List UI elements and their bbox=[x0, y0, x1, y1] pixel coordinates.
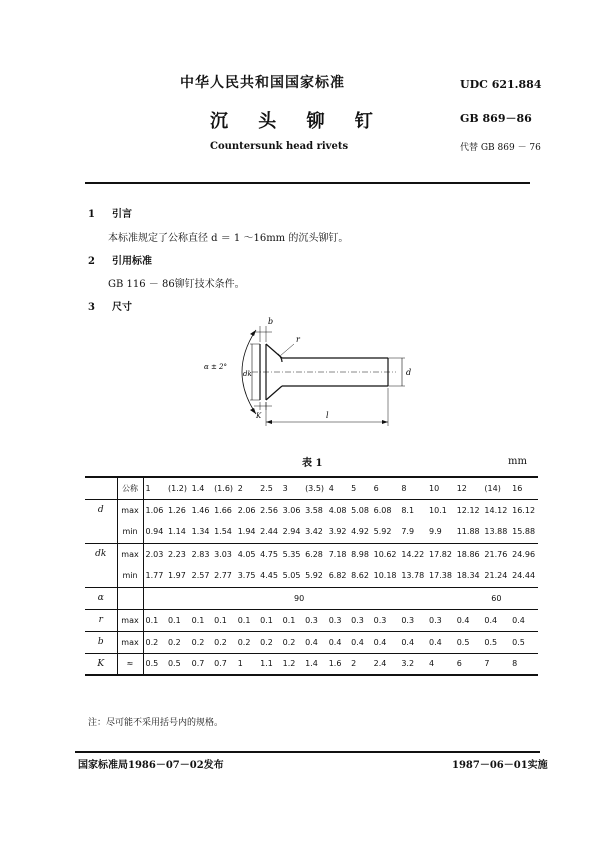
nominal-size: (3.5) bbox=[303, 477, 327, 499]
table-cell: 0.5 bbox=[482, 631, 510, 653]
nominal-size: 2.5 bbox=[258, 477, 280, 499]
table-cell: 0.2 bbox=[143, 631, 166, 653]
table-note: 注：尽可能不采用括号内的规格。 bbox=[88, 718, 224, 728]
table-cell: 0.2 bbox=[166, 631, 190, 653]
rivet-dimensions-table bbox=[85, 476, 538, 676]
table-cell: 1.26 bbox=[166, 499, 190, 521]
table-cell: 4.05 bbox=[236, 543, 258, 565]
table-cell: 0.1 bbox=[212, 609, 236, 631]
table-cell: 0.2 bbox=[236, 631, 258, 653]
row-limit: max bbox=[117, 609, 143, 631]
label-b: b bbox=[268, 317, 274, 326]
section-2-text: GB 116 － 86铆钉技术条件。 bbox=[108, 279, 245, 290]
table-header-row bbox=[85, 477, 538, 499]
table-cell: 2.94 bbox=[282, 527, 301, 537]
table-cell: 2.57 bbox=[191, 571, 210, 581]
nominal-size: 2 bbox=[236, 477, 258, 499]
section-3-heading: 3 尺寸 bbox=[88, 302, 132, 313]
table-cell: 1 bbox=[236, 653, 258, 675]
table-cell: 0.4 bbox=[510, 609, 538, 631]
rivet-drawing bbox=[190, 312, 430, 432]
table-cell: 8 bbox=[510, 653, 538, 675]
label-K: K bbox=[256, 412, 262, 420]
table-cell: 0.7 bbox=[190, 653, 212, 675]
table-cell: 2.23 bbox=[166, 543, 190, 565]
document-title: 沉 头 铆 钉 bbox=[210, 111, 385, 132]
table-cell: 1.06 bbox=[143, 499, 166, 521]
table-cell: 3.06 bbox=[281, 499, 303, 521]
nominal-size: 5 bbox=[349, 477, 371, 499]
nominal-size: 4 bbox=[327, 477, 349, 499]
table-cell: 0.3 bbox=[372, 609, 400, 631]
table-cell: 18.86 bbox=[455, 543, 483, 565]
table-cell: 3.92 bbox=[328, 527, 347, 537]
table-caption: 表 1 bbox=[302, 458, 323, 469]
row-limit: max bbox=[117, 543, 143, 565]
nominal-size: 8 bbox=[399, 477, 427, 499]
table-cell: 0.4 bbox=[482, 609, 510, 631]
table-cell: 10.62 bbox=[372, 543, 400, 565]
table-cell: 3.42 bbox=[305, 527, 323, 537]
gb-number: GB 869－86 bbox=[460, 112, 532, 125]
nominal-size: (14) bbox=[482, 477, 510, 499]
section-2-heading: 2 引用标准 bbox=[88, 256, 152, 267]
table-cell: 7.9 bbox=[401, 527, 415, 537]
udc-code: UDC 621.884 bbox=[460, 78, 542, 91]
footer-divider bbox=[75, 751, 540, 753]
table-cell: 6 bbox=[455, 653, 483, 675]
header-nominal-label: 公称 bbox=[117, 477, 143, 499]
table-cell: 12.12 bbox=[455, 499, 483, 521]
row-symbol: b bbox=[85, 631, 117, 653]
nominal-size: 16 bbox=[510, 477, 538, 499]
table-cell: 10.18 bbox=[373, 571, 397, 581]
row-limit: min bbox=[117, 565, 143, 587]
nominal-size: 6 bbox=[372, 477, 400, 499]
row-limit: min bbox=[117, 521, 143, 543]
table-row bbox=[85, 499, 538, 521]
table-cell: 11.88 bbox=[456, 527, 480, 537]
table-cell: 10.1 bbox=[427, 499, 455, 521]
table-cell: 5.92 bbox=[373, 527, 392, 537]
table-cell: 6.82 bbox=[328, 571, 347, 581]
label-dk: dk bbox=[243, 370, 252, 378]
table-cell: 1.34 bbox=[191, 527, 210, 537]
label-d: d bbox=[406, 368, 412, 377]
table-cell: 4.92 bbox=[351, 527, 369, 537]
table-cell: 0.5 bbox=[143, 653, 166, 675]
nominal-size: 3 bbox=[281, 477, 303, 499]
table-cell: 2.06 bbox=[236, 499, 258, 521]
table-cell: 6.28 bbox=[303, 543, 327, 565]
table-cell: 8.1 bbox=[399, 499, 427, 521]
nominal-size: (1.6) bbox=[212, 477, 236, 499]
row-symbol: α bbox=[85, 587, 117, 609]
row-symbol bbox=[85, 565, 117, 587]
table-cell: 0.3 bbox=[349, 609, 371, 631]
nominal-size: 1.4 bbox=[190, 477, 212, 499]
table-cell: 0.1 bbox=[281, 609, 303, 631]
table-cell: 1.54 bbox=[214, 527, 232, 537]
table-cell: 3.75 bbox=[237, 571, 256, 581]
rivet-shank bbox=[278, 354, 388, 386]
alpha-large-value: 60 bbox=[455, 587, 538, 609]
table-row bbox=[85, 521, 538, 543]
table-cell: 1.1 bbox=[258, 653, 280, 675]
row-limit: max bbox=[117, 631, 143, 653]
table-cell: 1.46 bbox=[190, 499, 212, 521]
row-symbol: dk bbox=[85, 543, 117, 565]
table-row-alpha bbox=[85, 587, 538, 609]
table-cell: 0.4 bbox=[427, 631, 455, 653]
table-cell: 5.05 bbox=[282, 571, 301, 581]
table-cell: 9.9 bbox=[429, 527, 442, 537]
table-cell: 7.18 bbox=[327, 543, 349, 565]
table-cell: 0.5 bbox=[455, 631, 483, 653]
table-cell: 5.92 bbox=[305, 571, 323, 581]
table-cell: 3.58 bbox=[303, 499, 327, 521]
table-cell: 13.78 bbox=[401, 571, 425, 581]
table-cell: 0.2 bbox=[190, 631, 212, 653]
header-divider bbox=[85, 182, 530, 184]
table-unit: mm bbox=[508, 456, 527, 467]
english-title: Countersunk head rivets bbox=[210, 141, 349, 152]
table-cell: 0.7 bbox=[212, 653, 236, 675]
issue-date: 国家标准局1986－07－02发布 bbox=[78, 760, 224, 771]
row-symbol bbox=[85, 521, 117, 543]
table-cell: 0.2 bbox=[212, 631, 236, 653]
table-cell: 0.4 bbox=[327, 631, 349, 653]
table-cell: 4.45 bbox=[260, 571, 278, 581]
table-cell: 18.34 bbox=[456, 571, 480, 581]
table-cell: 0.1 bbox=[258, 609, 280, 631]
table-cell: 4.75 bbox=[258, 543, 280, 565]
table-cell: 21.24 bbox=[484, 571, 508, 581]
label-angle: α ± 2° bbox=[204, 363, 227, 371]
table-cell: 5.08 bbox=[349, 499, 371, 521]
table-row bbox=[85, 565, 538, 587]
table-cell: 15.88 bbox=[512, 527, 536, 537]
row-limit: max bbox=[117, 499, 143, 521]
table-cell: 21.76 bbox=[482, 543, 510, 565]
table-cell: 1.77 bbox=[145, 571, 164, 581]
table-row bbox=[85, 631, 538, 653]
row-limit bbox=[117, 587, 143, 609]
table-cell: 3.2 bbox=[399, 653, 427, 675]
nominal-size: 10 bbox=[427, 477, 455, 499]
nominal-size: 1 bbox=[143, 477, 166, 499]
nominal-size: 12 bbox=[455, 477, 483, 499]
table-cell: 2.77 bbox=[214, 571, 232, 581]
table-cell: 1.2 bbox=[281, 653, 303, 675]
table-cell: 13.88 bbox=[484, 527, 508, 537]
table-row bbox=[85, 653, 538, 675]
table-row bbox=[85, 609, 538, 631]
table-cell: 0.4 bbox=[349, 631, 371, 653]
table-cell: 0.3 bbox=[399, 609, 427, 631]
section-1-text: 本标准规定了公称直径 d ＝ 1 ～16mm 的沉头铆钉。 bbox=[108, 233, 349, 244]
table-cell: 1.4 bbox=[303, 653, 327, 675]
table-cell: 6.08 bbox=[372, 499, 400, 521]
table-cell: 5.35 bbox=[281, 543, 303, 565]
table-cell: 0.1 bbox=[190, 609, 212, 631]
table-cell: 1.66 bbox=[212, 499, 236, 521]
implementation-date: 1987－06－01实施 bbox=[452, 760, 548, 771]
table-cell: 0.4 bbox=[303, 631, 327, 653]
table-cell: 0.3 bbox=[427, 609, 455, 631]
table-cell: 17.38 bbox=[429, 571, 452, 581]
table-cell: 0.1 bbox=[166, 609, 190, 631]
table-cell: 0.1 bbox=[236, 609, 258, 631]
table-cell: 3.03 bbox=[212, 543, 236, 565]
row-symbol: K bbox=[85, 653, 117, 675]
table-cell: 4 bbox=[427, 653, 455, 675]
table-row bbox=[85, 543, 538, 565]
table-cell: 2.03 bbox=[143, 543, 166, 565]
row-symbol: d bbox=[85, 499, 117, 521]
table-cell: 16.12 bbox=[510, 499, 538, 521]
standard-title: 中华人民共和国国家标准 bbox=[180, 75, 345, 91]
table-cell: 1.14 bbox=[167, 527, 186, 537]
table-cell: 0.4 bbox=[372, 631, 400, 653]
table-cell: 0.5 bbox=[510, 631, 538, 653]
table-cell: 0.3 bbox=[327, 609, 349, 631]
table-cell: 2.4 bbox=[372, 653, 400, 675]
row-symbol: r bbox=[85, 609, 117, 631]
table-cell: 7 bbox=[482, 653, 510, 675]
table-cell: 2.83 bbox=[190, 543, 212, 565]
table-cell: 0.1 bbox=[143, 609, 166, 631]
table-cell: 17.82 bbox=[427, 543, 455, 565]
table-cell: 0.94 bbox=[145, 527, 164, 537]
table-cell: 0.3 bbox=[303, 609, 327, 631]
table-cell: 2.56 bbox=[258, 499, 280, 521]
table-cell: 2.44 bbox=[260, 527, 278, 537]
table-cell: 0.4 bbox=[455, 609, 483, 631]
table-cell: 1.97 bbox=[167, 571, 186, 581]
replaces-standard: 代替 GB 869 － 76 bbox=[460, 143, 541, 153]
table-cell: 1.6 bbox=[327, 653, 349, 675]
section-1-heading: 1 引言 bbox=[88, 209, 132, 220]
table-cell: 1.94 bbox=[237, 527, 256, 537]
table-cell: 0.2 bbox=[258, 631, 280, 653]
label-l: l bbox=[326, 411, 329, 420]
table-cell: 0.2 bbox=[281, 631, 303, 653]
table-cell: 14.22 bbox=[399, 543, 427, 565]
table-cell: 8.98 bbox=[349, 543, 371, 565]
table-cell: 8.62 bbox=[351, 571, 369, 581]
table-cell: 14.12 bbox=[482, 499, 510, 521]
table-cell: 0.5 bbox=[166, 653, 190, 675]
row-limit: ≈ bbox=[117, 653, 143, 675]
label-r: r bbox=[296, 335, 300, 344]
alpha-small-value: 90 bbox=[143, 587, 455, 609]
table-cell: 24.44 bbox=[512, 571, 536, 581]
table-cell: 24.96 bbox=[510, 543, 538, 565]
header-empty bbox=[85, 477, 117, 499]
nominal-size: (1.2) bbox=[166, 477, 190, 499]
table-cell: 0.4 bbox=[399, 631, 427, 653]
table-cell: 4.08 bbox=[327, 499, 349, 521]
table-cell: 2 bbox=[349, 653, 371, 675]
